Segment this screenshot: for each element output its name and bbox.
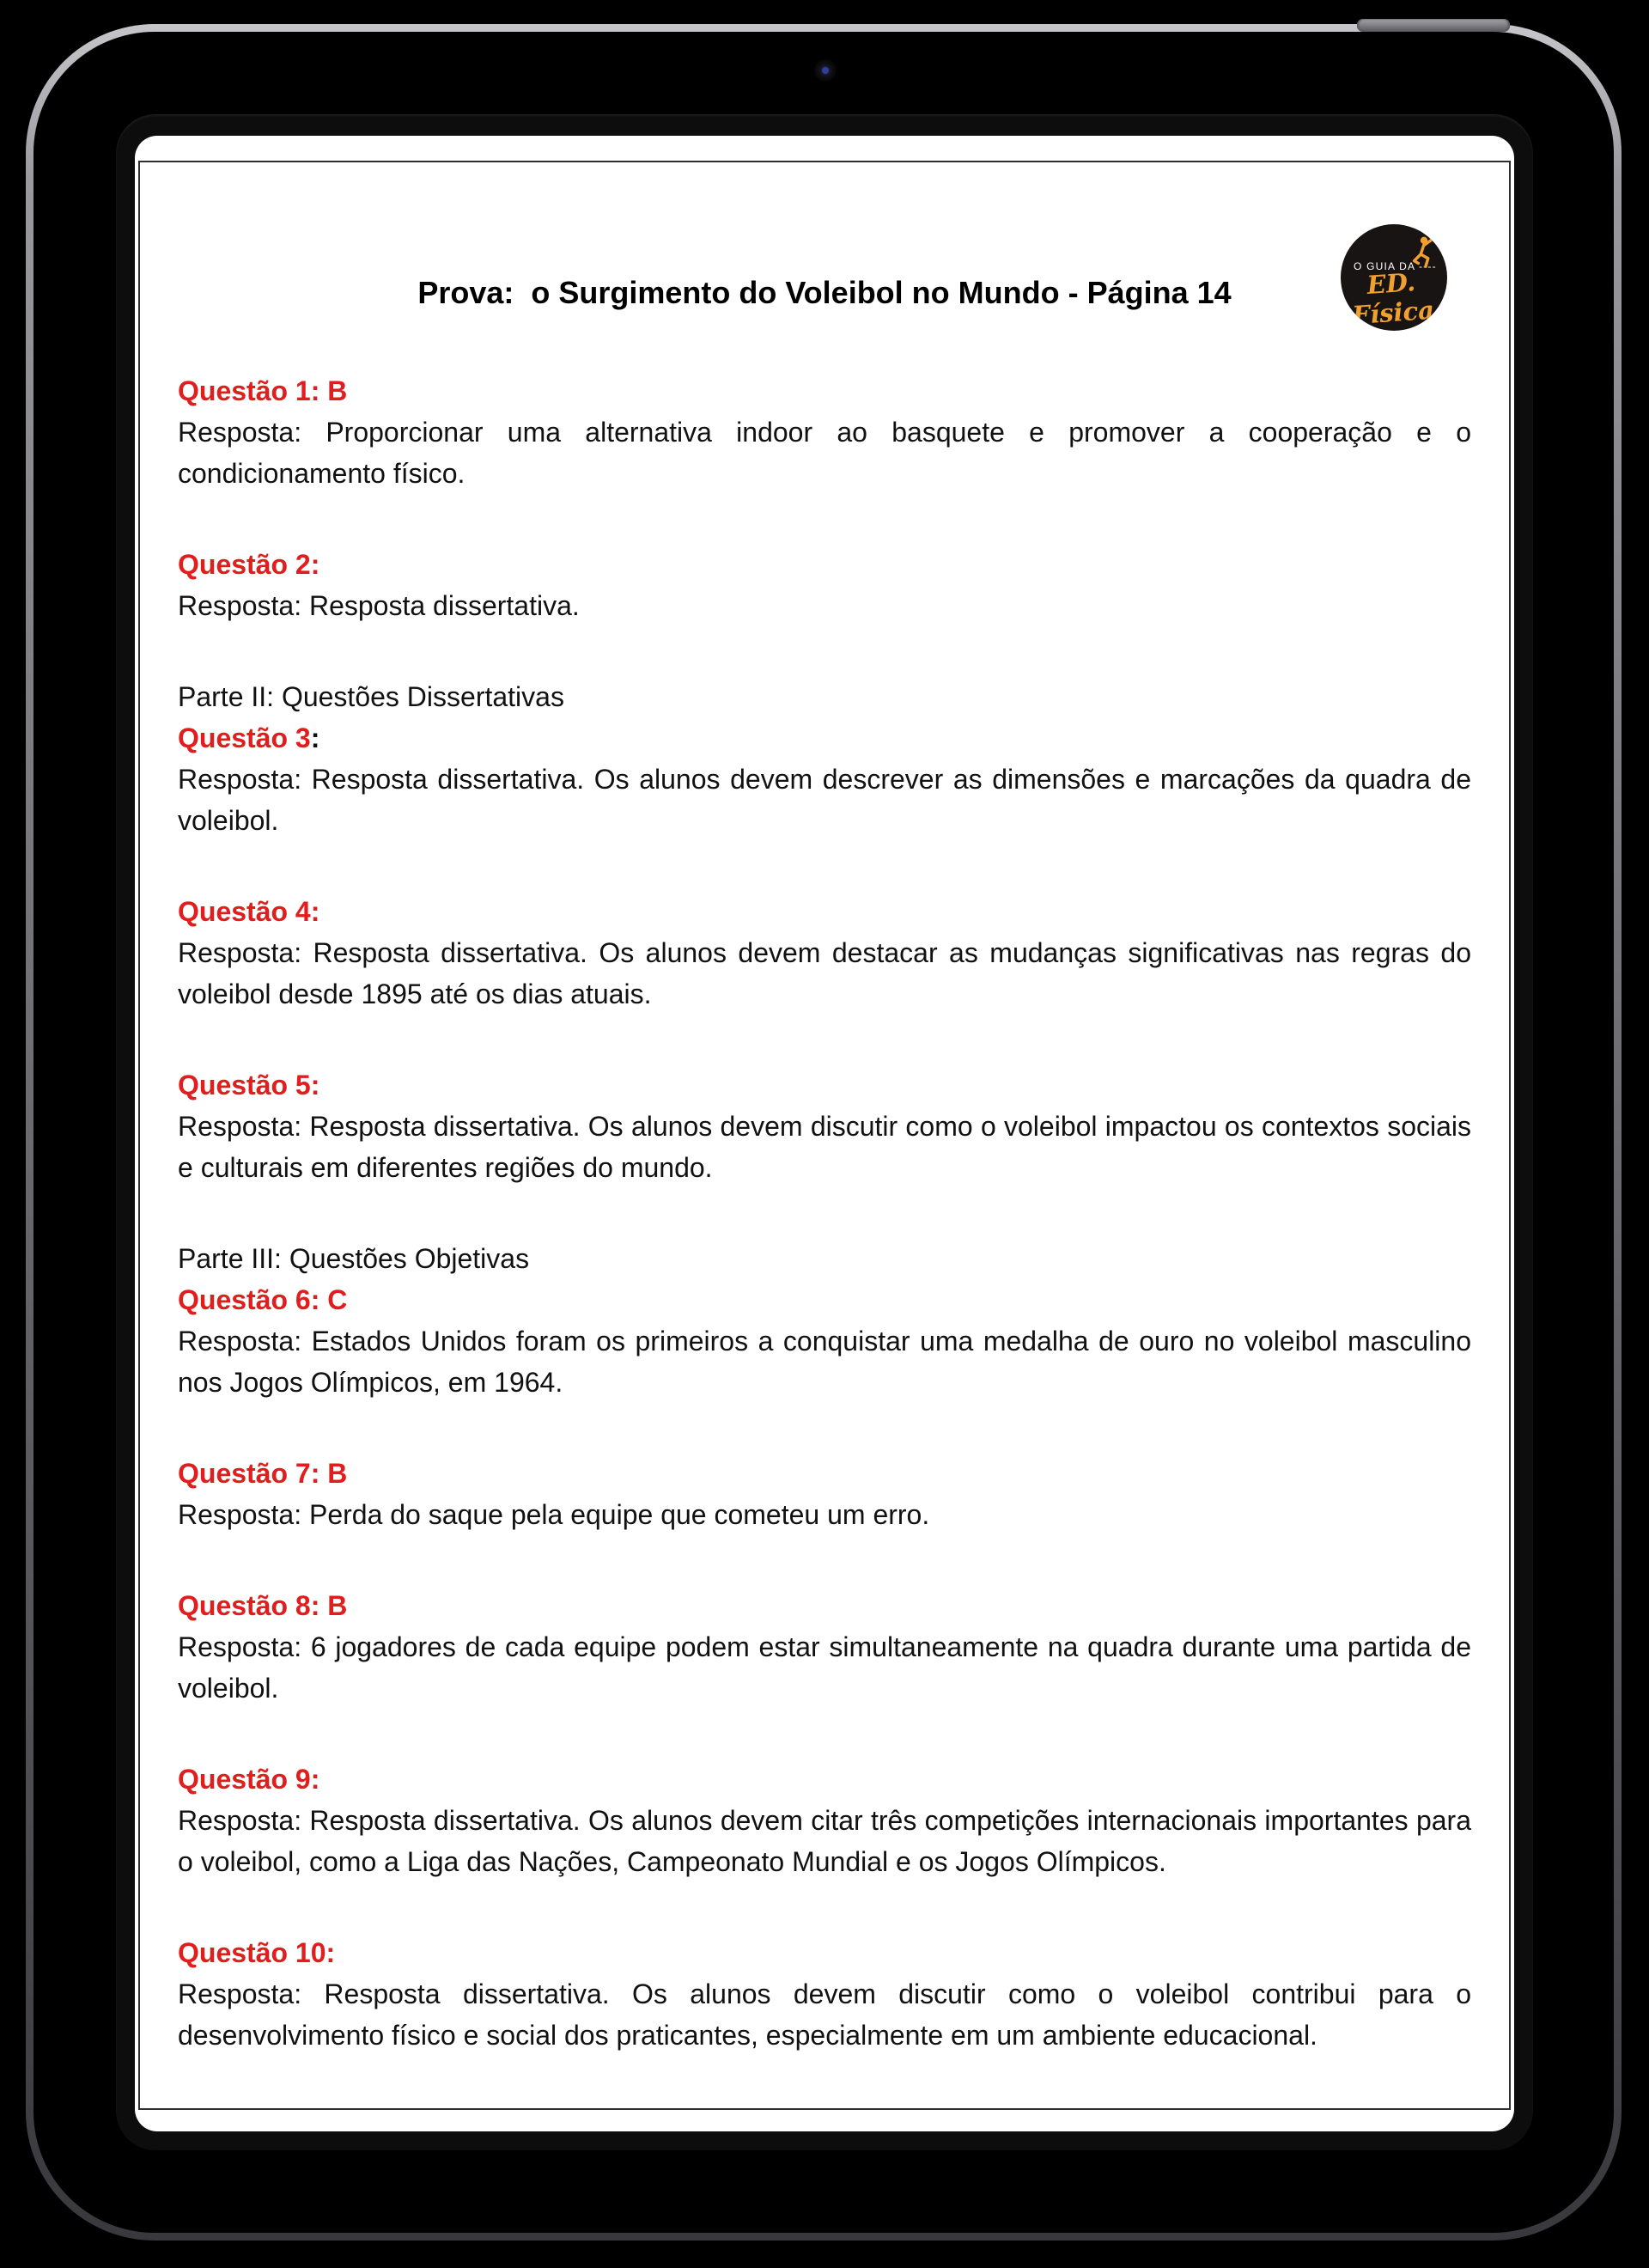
question-8-label: Questão 8: B [178, 1590, 348, 1621]
question-3-heading: Questão 3: [178, 722, 320, 753]
logo-text-top: O GUIA DA ---- [1354, 260, 1437, 272]
question-1-label: Questão 1: B [178, 375, 348, 406]
question-5-answer: Resposta: Resposta dissertativa. Os alunos devem discutir como o voleibol impactou os contextos sociais e culturais em diferentes regiões do mundo. [178, 1111, 1471, 1183]
question-6-answer: Resposta: Estados Unidos foram os primeiros a conquistar uma medalha de ouro no voleibol masculino nos Jogos Olímpicos, em 1964. [178, 1326, 1471, 1398]
question-10-label: Questão 10: [178, 1937, 336, 1968]
question-9-heading [178, 1759, 1471, 1800]
question-9-label: Questão 9: [178, 1764, 320, 1795]
front-camera-icon [816, 61, 835, 80]
part-3-label: Parte III: Questões Objetivas [178, 1243, 530, 1274]
question-7-label: Questão 7: B [178, 1458, 348, 1489]
question-2-answer: Resposta: Resposta dissertativa. [178, 590, 580, 621]
question-1-answer: Resposta: Proporcionar uma alternativa indoor ao basquete e promover a cooperação e o condicionamento físico. [178, 417, 1471, 489]
camera-lens-icon [822, 67, 829, 74]
question-5-label: Questão 5: [178, 1070, 320, 1100]
question-8-heading [178, 1585, 1471, 1626]
document-page[interactable] [135, 136, 1514, 2131]
question-6-label: Questão 6: C [178, 1284, 348, 1315]
question-2-label: Questão 2: [178, 549, 320, 580]
tablet-bezel [33, 32, 1614, 2233]
power-button [1357, 19, 1510, 32]
question-7-heading [178, 1453, 1471, 1494]
question-3-answer: Resposta: Resposta dissertativa. Os alunos devem descrever as dimensões e marcações da quadra de voleibol. [178, 764, 1471, 836]
question-7-answer: Resposta: Perda do saque pela equipe que cometeu um erro. [178, 1499, 930, 1530]
question-6-heading [178, 1279, 1471, 1320]
question-10-answer: Resposta: Resposta dissertativa. Os alunos devem discutir como o voleibol contribui para o desenvolvimento físico e social dos praticantes, especialmente em um ambiente educacional. [178, 1978, 1471, 2051]
question-10-heading [178, 1932, 1471, 1973]
page-title: Prova: o Surgimento do Voleibol no Mundo - Página 14 [417, 275, 1232, 310]
logo-text-main: ED. Física [1351, 267, 1435, 331]
discus-thrower-icon [1408, 235, 1440, 274]
question-3-label: Questão 3 [178, 722, 311, 753]
question-4-heading [178, 891, 1471, 932]
question-4-label: Questão 4: [178, 896, 320, 927]
document-content [140, 272, 1509, 2056]
question-9-answer: Resposta: Resposta dissertativa. Os alunos devem citar três competições internacionais importantes para o voleibol, como a Liga das Nações, Campeonato Mundial e os Jogos Olímpicos. [178, 1805, 1471, 1877]
document-border [138, 161, 1511, 2110]
question-8-answer: Resposta: 6 jogadores de cada equipe podem estar simultaneamente na quadra durante uma partida de voleibol. [178, 1631, 1471, 1704]
question-2-heading [178, 544, 1471, 585]
question-1-heading [178, 370, 1471, 412]
part-2-label: Parte II: Questões Dissertativas [178, 681, 564, 712]
brand-logo [1341, 224, 1447, 331]
tablet-frame [26, 24, 1622, 2241]
question-4-answer: Resposta: Resposta dissertativa. Os alunos devem destacar as mudanças significativas nas regras do voleibol desde 1895 até os dias atuais. [178, 937, 1471, 1009]
question-5-heading [178, 1064, 1471, 1106]
tablet-screen [116, 114, 1533, 2150]
